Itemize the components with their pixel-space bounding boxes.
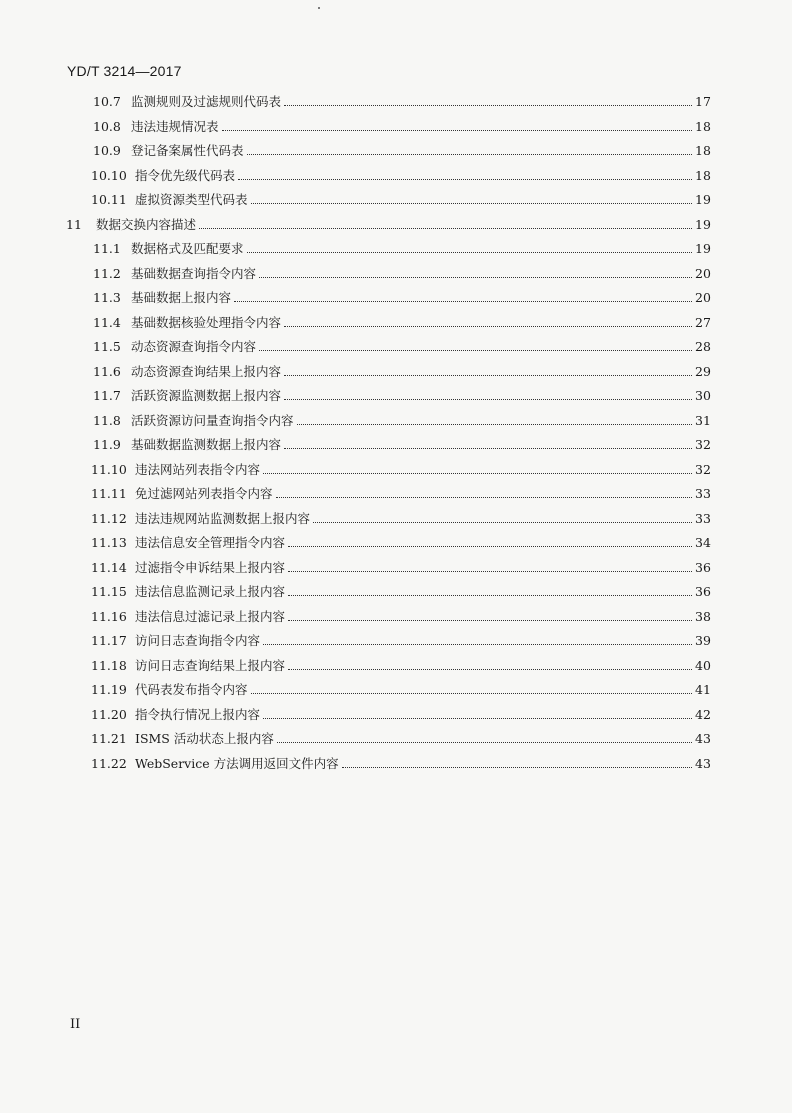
toc-entry-number: 10.7 (93, 94, 121, 109)
toc-entry[interactable] (93, 115, 709, 135)
toc-entry-title: 违法网站列表指令内容 (135, 461, 261, 477)
toc-entry[interactable] (66, 213, 709, 233)
toc-entry-page: 42 (695, 706, 711, 722)
toc-entry[interactable] (93, 311, 709, 331)
toc-entry[interactable] (91, 727, 709, 747)
dot-leader (263, 472, 692, 474)
toc-entry[interactable] (93, 433, 709, 453)
toc-entry-page: 28 (695, 339, 711, 354)
toc-entry-number: 11.10 (91, 461, 127, 477)
toc-entry-page: 34 (695, 535, 711, 550)
toc-entry-page: 20 (695, 265, 711, 281)
dot-leader (288, 668, 692, 670)
dot-leader (199, 227, 692, 229)
toc-entry-title: 违法违规情况表 (131, 118, 219, 134)
toc-entry-title: 虚拟资源类型代码表 (135, 192, 248, 207)
dot-leader (313, 521, 692, 523)
dot-leader (277, 741, 692, 743)
toc-entry-title: 违法信息监测记录上报内容 (135, 584, 286, 599)
dot-leader (276, 496, 692, 498)
toc-entry-page: 30 (695, 388, 711, 403)
toc-entry-number: 11.17 (91, 633, 127, 648)
toc-entry-title: 过滤指令申诉结果上报内容 (135, 559, 286, 575)
toc-entry[interactable] (91, 556, 709, 576)
dot-leader (284, 325, 692, 327)
toc-entry-title: 动态资源查询指令内容 (131, 339, 257, 354)
toc-entry-number: 10.10 (91, 167, 127, 183)
toc-entry[interactable] (93, 286, 709, 306)
toc-entry-title: 违法信息安全管理指令内容 (135, 535, 286, 550)
dot-leader (222, 129, 692, 131)
toc-entry-title: 指令优先级代码表 (135, 167, 236, 183)
toc-entry[interactable] (93, 262, 709, 282)
toc-entry-title: 访问日志查询结果上报内容 (135, 657, 286, 673)
dot-leader (238, 178, 692, 180)
toc-entry-page: 18 (695, 167, 711, 183)
toc-entry-page: 18 (695, 118, 711, 134)
toc-entry-title: 动态资源查询结果上报内容 (131, 363, 282, 379)
toc-entry-page: 17 (695, 94, 711, 109)
toc-entry[interactable] (91, 164, 709, 184)
toc-entry[interactable] (93, 335, 709, 355)
dot-leader (342, 766, 692, 768)
toc-entry-title: ISMS 活动状态上报内容 (135, 731, 274, 746)
toc-entry-title: 数据格式及匹配要求 (131, 241, 244, 256)
toc-entry[interactable] (91, 188, 709, 208)
page-number-footer: II (70, 1017, 81, 1032)
toc-entry[interactable] (91, 482, 709, 502)
toc-entry-page: 18 (695, 143, 711, 158)
dot-leader (284, 447, 692, 449)
toc-entry-number: 11.18 (91, 657, 127, 673)
dot-leader (284, 104, 692, 106)
dot-leader (234, 300, 692, 302)
dot-leader (284, 374, 692, 376)
dot-leader (284, 398, 692, 400)
toc-entry-title: 基础数据上报内容 (131, 290, 232, 305)
toc-entry[interactable] (91, 654, 709, 674)
toc-entry[interactable] (91, 531, 709, 551)
toc-entry-page: 27 (695, 314, 711, 330)
toc-entry-title: 基础数据查询指令内容 (131, 265, 257, 281)
toc-entry[interactable] (93, 139, 709, 159)
toc-entry-number: 10.9 (93, 143, 121, 158)
toc-entry-page: 43 (695, 731, 711, 746)
toc-entry[interactable] (93, 409, 709, 429)
dot-leader (251, 692, 692, 694)
toc-entry[interactable] (93, 90, 709, 110)
toc-entry-title: 代码表发布指令内容 (135, 682, 248, 697)
toc-entry[interactable] (91, 458, 709, 478)
toc-entry-page: 43 (695, 755, 711, 771)
toc-entry-number: 11.19 (91, 682, 127, 697)
toc-entry[interactable] (91, 507, 709, 527)
toc-entry-title: 监测规则及过滤规则代码表 (131, 94, 282, 109)
toc-entry-title: WebService 方法调用返回文件内容 (135, 755, 339, 771)
toc-entry[interactable] (91, 678, 709, 698)
toc-entry-number: 10.11 (91, 192, 127, 207)
dot-leader (247, 153, 692, 155)
toc-entry-number: 11.11 (91, 486, 127, 501)
toc-entry-number: 11.6 (93, 363, 121, 379)
toc-entry[interactable] (91, 580, 709, 600)
dot-leader (288, 570, 692, 572)
toc-entry-number: 11.14 (91, 559, 127, 575)
dot-leader (288, 594, 692, 596)
toc-entry[interactable] (91, 629, 709, 649)
dot-leader (259, 349, 692, 351)
document-header: YD/T 3214—2017 (67, 63, 182, 79)
toc-entry-number: 11.20 (91, 706, 127, 722)
toc-entry-title: 违法信息过滤记录上报内容 (135, 608, 286, 624)
toc-entry[interactable] (91, 703, 709, 723)
toc-entry[interactable] (91, 752, 709, 772)
dot-leader (251, 202, 692, 204)
dot-leader (263, 643, 692, 645)
toc-entry[interactable] (93, 237, 709, 257)
toc-entry-page: 36 (695, 584, 711, 599)
toc-entry-number: 11.5 (93, 339, 121, 354)
toc-entry-page: 38 (695, 608, 711, 624)
toc-entry-title: 免过滤网站列表指令内容 (135, 486, 273, 501)
toc-entry-title: 基础数据核验处理指令内容 (131, 314, 282, 330)
toc-entry-title: 基础数据监测数据上报内容 (131, 437, 282, 452)
toc-entry-number: 10.8 (93, 118, 121, 134)
toc-entry-number: 11.4 (93, 314, 121, 330)
toc-entry-title: 违法违规网站监测数据上报内容 (135, 510, 311, 526)
toc-entry-number: 11.16 (91, 608, 127, 624)
toc-entry-page: 33 (695, 510, 711, 526)
toc-entry-page: 19 (695, 192, 711, 207)
toc-entry-title: 数据交换内容描述 (96, 216, 197, 232)
toc-entry-number: 11.2 (93, 265, 121, 281)
toc-entry-title: 活跃资源访问量查询指令内容 (131, 412, 294, 428)
toc-entry-number: 11.9 (93, 437, 121, 452)
toc-entry-number: 11.3 (93, 290, 121, 305)
toc-entry-page: 36 (695, 559, 711, 575)
toc-entry-page: 41 (695, 682, 711, 697)
dot-leader (297, 423, 692, 425)
toc-entry-page: 32 (695, 437, 711, 452)
dot-leader (288, 545, 692, 547)
toc-entry-page: 32 (695, 461, 711, 477)
toc-entry[interactable] (93, 384, 709, 404)
toc-entry-page: 20 (695, 290, 711, 305)
toc-entry-page: 39 (695, 633, 711, 648)
dot-leader (259, 276, 692, 278)
toc-entry-title: 活跃资源监测数据上报内容 (131, 388, 282, 403)
toc-entry-number: 11.15 (91, 584, 127, 599)
dot-leader (247, 251, 692, 253)
toc-entry-page: 29 (695, 363, 711, 379)
toc-entry-number: 11.21 (91, 731, 127, 746)
scan-speck (318, 7, 320, 9)
toc-entry-number: 11.22 (91, 755, 127, 771)
toc-entry-title: 登记备案属性代码表 (131, 143, 244, 158)
toc-entry-number: 11.8 (93, 412, 121, 428)
dot-leader (263, 717, 692, 719)
toc-entry-number: 11.12 (91, 510, 127, 526)
dot-leader (288, 619, 692, 621)
toc-entry-title: 指令执行情况上报内容 (135, 706, 261, 722)
toc-entry-number: 11.7 (93, 388, 121, 403)
toc-entry-page: 40 (695, 657, 711, 673)
toc-entry[interactable] (91, 605, 709, 625)
toc-entry-number: 11 (66, 216, 82, 232)
toc-entry[interactable] (93, 360, 709, 380)
toc-entry-page: 19 (695, 216, 711, 232)
toc-entry-page: 33 (695, 486, 711, 501)
toc-entry-title: 访问日志查询指令内容 (135, 633, 261, 648)
toc-entry-number: 11.1 (93, 241, 121, 256)
toc-entry-page: 19 (695, 241, 711, 256)
toc-entry-page: 31 (695, 412, 711, 428)
toc-entry-number: 11.13 (91, 535, 127, 550)
